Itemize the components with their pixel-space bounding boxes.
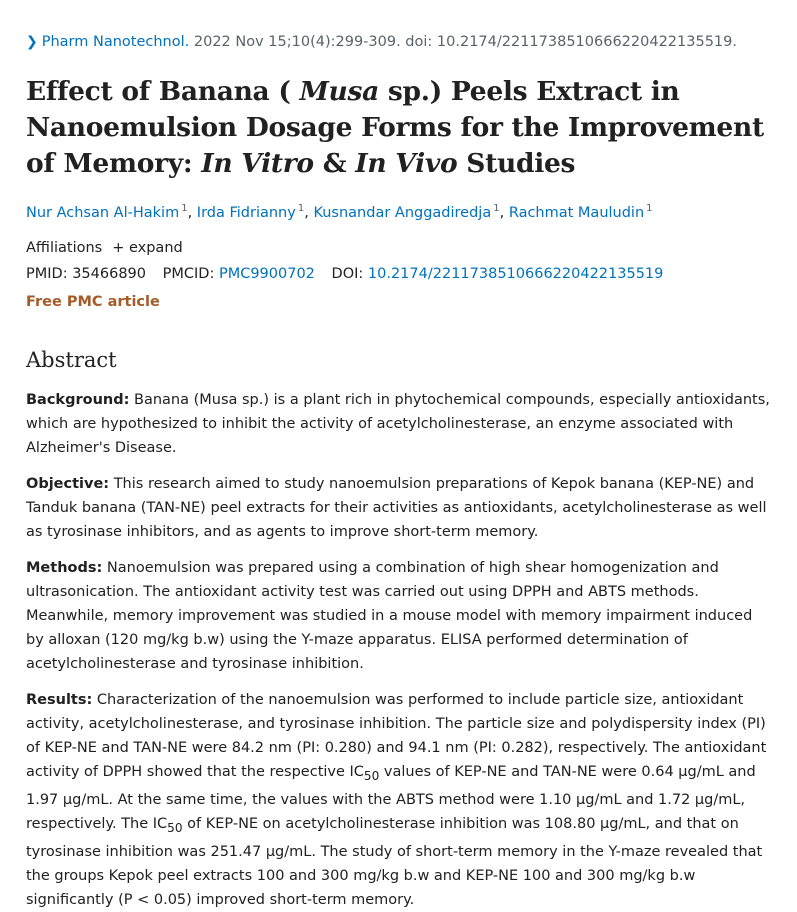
author-link[interactable]: Rachmat Mauludin (508, 204, 645, 221)
author-link[interactable]: Irda Fidrianny (196, 204, 296, 221)
author-list: Nur Achsan Al-Hakim $^1$, Irda Fidrianny $^1$, Kusnandar Anggadiredja $^1$, Rachmat Mauludin $^1$ (26, 203, 653, 221)
section-text: Nanoemulsion was prepared using a combination of high shear homogenization and ultrasonication. The antioxidant activity test was carried out using DPPH and ABTS methods. Meanwhile, memory improvement was studied in a mouse model with memory impairment induced by alloxan (120 mg/kg b.w) using the Y-maze apparatus. ELISA performed determination of acetylcholinesterase and tyrosinase inhibition. (26, 560, 753, 672)
section-label: Results: (26, 692, 93, 708)
title-text: & (313, 148, 356, 179)
pmid-value: 35466890 (72, 266, 147, 282)
section-text: values of KEP-NE and TAN-NE were 0.64 μg/mL and 1.97 μg/mL. At the same time, the values with the ABTS method were 1.10 μg/mL and 1.72 μg/mL, respectively. The IC (26, 764, 756, 832)
author-link[interactable]: Nur Achsan Al-Hakim (26, 204, 180, 221)
pmcid-link[interactable]: PMC9900702 (218, 266, 315, 282)
affiliation-number[interactable]: 1 (493, 203, 500, 214)
article-title (26, 74, 771, 182)
citation-line (26, 34, 737, 50)
subscript: 50 (167, 820, 183, 835)
affiliations-row (26, 240, 183, 256)
section-label: Background: (26, 392, 130, 408)
section-text: Characterization of the nanoemulsion was performed to include particle size, antioxidant activity, acetylcholinesterase, and tyrosinase inhibition. The particle size and polydispersity index (PI) of KEP-NE and TAN-NE were 84.2 nm (PI: 0.280) and 94.1 nm (PI: 0.282), respectively. The antioxidant activity of DPPH showed that the respective IC (26, 692, 767, 780)
abstract-objective (26, 472, 771, 544)
affiliation-number[interactable]: 1 (646, 203, 653, 214)
title-italic: Musa (299, 76, 379, 107)
affiliation-number[interactable]: 1 (181, 203, 188, 214)
abstract-results (26, 688, 771, 912)
free-pmc-badge: Free PMC article (26, 294, 160, 310)
affiliations-label: Affiliations (26, 240, 103, 256)
doi-label: DOI: (331, 266, 364, 282)
title-text: sp.) Peels Extract in Nanoemulsion Dosage Forms for the Improvement of Memory: (26, 76, 764, 179)
chevron-right-icon[interactable]: ❯ (26, 34, 38, 50)
abstract-background (26, 388, 771, 460)
subscript: 50 (363, 768, 380, 783)
author-link[interactable]: Kusnandar Anggadiredja (313, 204, 492, 221)
pmcid-label: PMCID: (162, 266, 215, 282)
identifiers-row (26, 266, 663, 282)
section-label: Methods: (26, 560, 103, 576)
journal-link[interactable]: Pharm Nanotechnol. (41, 34, 190, 50)
title-text: Effect of Banana ( (26, 76, 300, 107)
doi-link[interactable]: 10.2174/2211738510666220422135519 (367, 266, 664, 282)
affiliation-number[interactable]: 1 (297, 203, 305, 214)
section-label: Objective: (26, 476, 110, 492)
title-text: Studies (457, 148, 576, 179)
title-italic: In Vivo (355, 148, 458, 179)
citation-details: 2022 Nov 15;10(4):299-309. doi: 10.2174/2211738510666220422135519. (193, 34, 737, 50)
section-text: of KEP-NE on acetylcholinesterase inhibition was 108.80 μg/mL, and that on tyrosinase inhibition was 251.47 μg/mL. The study of short-term memory in the Y-maze revealed that the groups Kepok peel extracts 100 and 300 mg/kg b.w and KEP-NE 100 and 300 mg/kg b.w significantly (P < 0.05) improved short-term memory. (26, 815, 763, 908)
expand-affiliations-button[interactable]: + expand (112, 240, 183, 256)
section-text: This research aimed to study nanoemulsion preparations of Kepok banana (KEP-NE) and Tanduk banana (TAN-NE) peel extracts for their activities as antioxidants, acetylcholinesterase as well as tyrosinase inhibitors, and as agents to improve short-term memory. (26, 476, 767, 540)
title-italic: In Vitro (201, 148, 314, 179)
section-text: Banana (Musa sp.) is a plant rich in phytochemical compounds, especially antioxidants, which are hypothesized to inhibit the activity of acetylcholinesterase, an enzyme associated with Alzheimer's Disease. (26, 392, 770, 456)
abstract-methods (26, 556, 771, 676)
abstract-heading: Abstract (26, 348, 117, 372)
pmid-label: PMID: (26, 266, 68, 282)
